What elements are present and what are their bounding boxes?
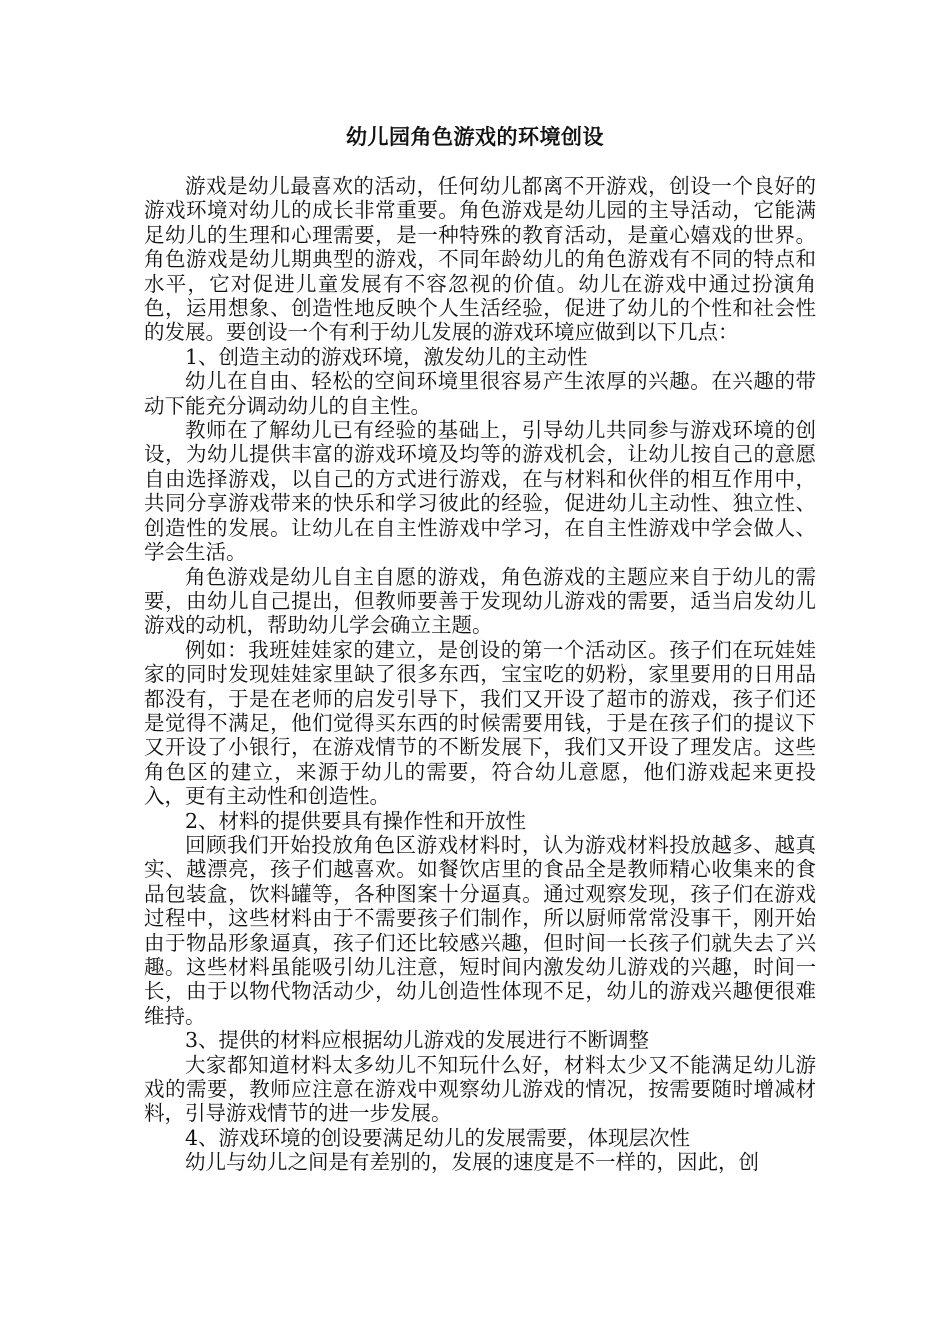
paragraph-example: 例如：我班娃娃家的建立，是创设的第一个活动区。孩子们在玩娃娃家的同时发现娃娃家里缺了很多东西，宝宝吃的奶粉，家里要用的日用品都没有，于是在老师的启发引导下，我们又开设了超市的游戏，孩子们还是觉得不满足，他们觉得买东西的时候需要用钱，于是在孩子们的提议下又开设了小银行，在游戏情节的不断发展下，我们又开设了理发店。这些角色区的建立，来源于幼儿的需要，符合幼儿意愿，他们游戏起来更投入，更有主动性和创造性。 <box>144 637 816 809</box>
paragraph: 幼儿与幼儿之间是有差别的，发展的速度是不一样的，因此，创 <box>185 1150 759 1175</box>
document-body <box>144 174 816 1175</box>
paragraph: 角色游戏是幼儿自主自愿的游戏，角色游戏的主题应来自于幼儿的需要，由幼儿自己提出，但教师要善于发现幼儿游戏的需要，适当启发幼儿游戏的动机，帮助幼儿学会确立主题。 <box>144 564 816 638</box>
document-title: 幼儿园角色游戏的环境创设 <box>346 125 604 149</box>
paragraph: 幼儿在自由、轻松的空间环境里很容易产生浓厚的兴趣。在兴趣的带动下能充分调动幼儿的自主性。 <box>144 369 816 418</box>
paragraph: 教师在了解幼儿已有经验的基础上，引导幼儿共同参与游戏环境的创设，为幼儿提供丰富的游戏环境及均等的游戏机会，让幼儿按自己的意愿自由选择游戏，以自己的方式进行游戏，在与材料和伙伴的相互作用中，共同分享游戏带来的快乐和学习彼此的经验，促进幼儿主动性、独立性、创造性的发展。让幼儿在自主性游戏中学习，在自主性游戏中学会做人、学会生活。 <box>144 418 816 565</box>
section-heading-3: 3、提供的材料应根据幼儿游戏的发展进行不断调整 <box>185 1028 650 1053</box>
paragraph: 大家都知道材料太多幼儿不知玩什么好，材料太少又不能满足幼儿游戏的需要，教师应注意在游戏中观察幼儿游戏的情况，按需要随时增减材料，引导游戏情节的进一步发展。 <box>144 1052 816 1126</box>
paragraph: 回顾我们开始投放角色区游戏材料时，认为游戏材料投放越多、越真实、越漂亮，孩子们越喜欢。如餐饮店里的食品全是教师精心收集来的食品包装盒，饮料罐等，各种图案十分逼真。通过观察发现，孩子们在游戏过程中，这些材料由于不需要孩子们制作，所以厨师常常没事干，刚开始由于物品形象逼真，孩子们还比较感兴趣，但时间一长孩子们就失去了兴趣。这些材料虽能吸引幼儿注意，短时间内激发幼儿游戏的兴趣，时间一长，由于以物代物活动少，幼儿创造性体现不足，幼儿的游戏兴趣便很难维持。 <box>144 832 816 1028</box>
section-heading-2: 2、材料的提供要具有操作性和开放性 <box>185 808 527 833</box>
section-heading-1: 1、创造主动的游戏环境，激发幼儿的主动性 <box>185 344 588 369</box>
paragraph-intro: 游戏是幼儿最喜欢的活动，任何幼儿都离不开游戏，创设一个良好的游戏环境对幼儿的成长非常重要。角色游戏是幼儿园的主导活动，它能满足幼儿的生理和心理需要，是一种特殊的教育活动，是童心嬉戏的世界。角色游戏是幼儿期典型的游戏，不同年龄幼儿的角色游戏有不同的特点和水平，它对促进儿童发展有不容忽视的价值。幼儿在游戏中通过扮演角色，运用想象、创造性地反映个人生活经验，促进了幼儿的个性和社会性的发展。要创设一个有利于幼儿发展的游戏环境应做到以下几点： <box>144 174 816 345</box>
section-heading-4: 4、游戏环境的创设要满足幼儿的发展需要，体现层次性 <box>185 1125 691 1150</box>
